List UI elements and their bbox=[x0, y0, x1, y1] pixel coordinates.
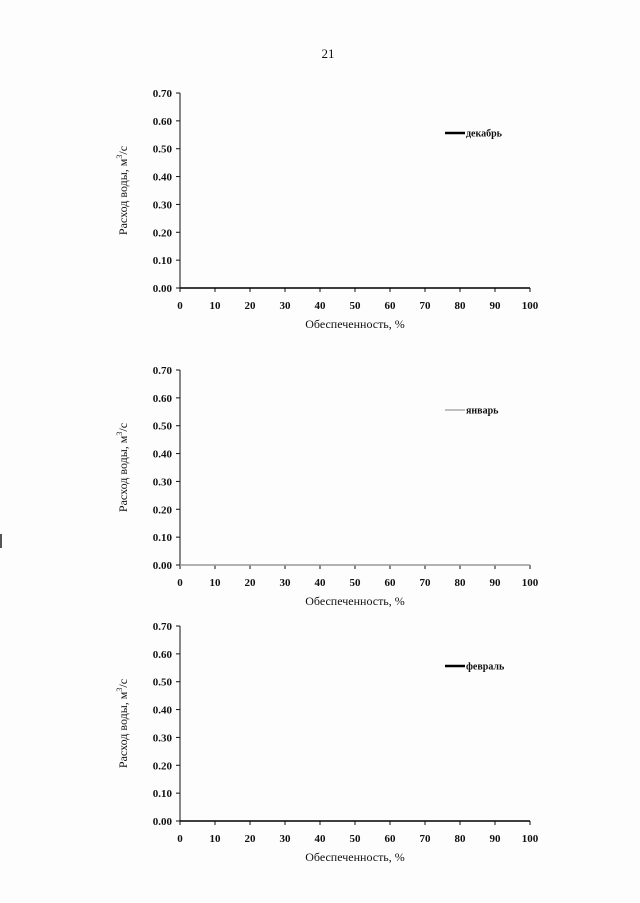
y-tick-label: 0.50 bbox=[152, 143, 172, 156]
x-tick-label: 50 bbox=[349, 577, 361, 589]
x-axis-title: Обеспеченность, % bbox=[305, 594, 405, 608]
y-tick-label: 0.40 bbox=[152, 448, 172, 461]
y-axis-title-sup: 3 bbox=[115, 154, 124, 159]
y-tick-label: 0.50 bbox=[152, 676, 172, 689]
x-tick-label: 40 bbox=[314, 577, 326, 589]
y-axis-title bbox=[115, 423, 130, 512]
x-tick-label: 70 bbox=[419, 833, 431, 845]
chart-january-svg bbox=[0, 357, 640, 617]
y-tick-label: 0.40 bbox=[152, 704, 172, 717]
x-tick-label: 90 bbox=[489, 833, 501, 845]
x-tick-label: 0 bbox=[177, 833, 183, 845]
chart-february bbox=[0, 613, 640, 873]
x-tick-label: 30 bbox=[279, 577, 291, 589]
x-tick-label: 40 bbox=[314, 833, 326, 845]
y-axis-title bbox=[115, 679, 130, 768]
x-tick-label: 30 bbox=[279, 833, 291, 845]
x-tick-label: 60 bbox=[384, 300, 396, 312]
margin-mark bbox=[0, 534, 2, 548]
legend-label: январь bbox=[466, 405, 499, 417]
y-tick-label: 0.30 bbox=[152, 476, 172, 489]
legend-label: декабрь bbox=[466, 128, 502, 140]
x-tick-label: 10 bbox=[209, 577, 221, 589]
y-tick-label: 0.10 bbox=[152, 255, 172, 268]
x-tick-label: 20 bbox=[244, 833, 256, 845]
x-tick-label: 70 bbox=[419, 300, 431, 312]
x-tick-label: 10 bbox=[209, 833, 221, 845]
y-tick-label: 0.30 bbox=[152, 732, 172, 745]
x-tick-label: 20 bbox=[244, 300, 256, 312]
y-tick-label: 0.70 bbox=[152, 621, 172, 633]
page-number: 21 bbox=[321, 46, 335, 61]
y-axis-title-base: Расход воды, м bbox=[116, 435, 130, 513]
y-tick-label: 0.00 bbox=[152, 283, 172, 295]
y-tick-label: 0.30 bbox=[152, 199, 172, 212]
y-axis-title bbox=[115, 146, 130, 235]
x-tick-label: 70 bbox=[419, 577, 431, 589]
y-axis-title-base: Расход воды, м bbox=[116, 158, 130, 236]
chart-january bbox=[0, 357, 640, 617]
x-tick-label: 10 bbox=[209, 300, 221, 312]
x-axis-title: Обеспеченность, % bbox=[305, 317, 405, 331]
y-tick-label: 0.60 bbox=[152, 115, 172, 128]
x-tick-label: 40 bbox=[314, 300, 326, 312]
y-tick-label: 0.20 bbox=[152, 760, 172, 773]
y-tick-label: 0.10 bbox=[152, 532, 172, 545]
y-axis-title-base: Расход воды, м bbox=[116, 691, 130, 769]
x-tick-label: 100 bbox=[521, 833, 539, 845]
y-tick-label: 0.00 bbox=[152, 816, 172, 828]
y-tick-label: 0.40 bbox=[152, 171, 172, 184]
y-tick-label: 0.20 bbox=[152, 227, 172, 240]
x-tick-label: 90 bbox=[489, 300, 501, 312]
chart-december bbox=[0, 80, 640, 340]
chart-february-svg bbox=[0, 613, 640, 873]
y-tick-label: 0.60 bbox=[152, 648, 172, 661]
x-tick-label: 90 bbox=[489, 577, 501, 589]
y-axis-title-sup: 3 bbox=[115, 687, 124, 692]
x-tick-label: 50 bbox=[349, 833, 361, 845]
x-tick-label: 0 bbox=[177, 300, 183, 312]
x-tick-label: 60 bbox=[384, 577, 396, 589]
y-tick-label: 0.00 bbox=[152, 560, 172, 572]
x-tick-label: 0 bbox=[177, 577, 183, 589]
chart-december-svg bbox=[0, 80, 640, 340]
x-tick-label: 80 bbox=[454, 300, 466, 312]
x-tick-label: 30 bbox=[279, 300, 291, 312]
y-tick-label: 0.20 bbox=[152, 504, 172, 517]
y-tick-label: 0.50 bbox=[152, 420, 172, 433]
y-axis-title-unit: /с bbox=[116, 145, 130, 155]
x-tick-label: 100 bbox=[521, 577, 539, 589]
x-tick-label: 100 bbox=[521, 300, 539, 312]
x-tick-label: 20 bbox=[244, 577, 256, 589]
y-tick-label: 0.60 bbox=[152, 392, 172, 405]
x-tick-label: 80 bbox=[454, 577, 466, 589]
y-axis-title-unit: /с bbox=[116, 678, 130, 688]
y-tick-label: 0.10 bbox=[152, 788, 172, 801]
y-tick-label: 0.70 bbox=[152, 365, 172, 377]
x-axis-title: Обеспеченность, % bbox=[305, 850, 405, 864]
x-tick-label: 60 bbox=[384, 833, 396, 845]
y-axis-title-sup: 3 bbox=[115, 431, 124, 436]
x-tick-label: 50 bbox=[349, 300, 361, 312]
y-axis-title-unit: /с bbox=[116, 422, 130, 432]
y-tick-label: 0.70 bbox=[152, 88, 172, 100]
x-tick-label: 80 bbox=[454, 833, 466, 845]
legend-label: февраль bbox=[466, 661, 505, 673]
